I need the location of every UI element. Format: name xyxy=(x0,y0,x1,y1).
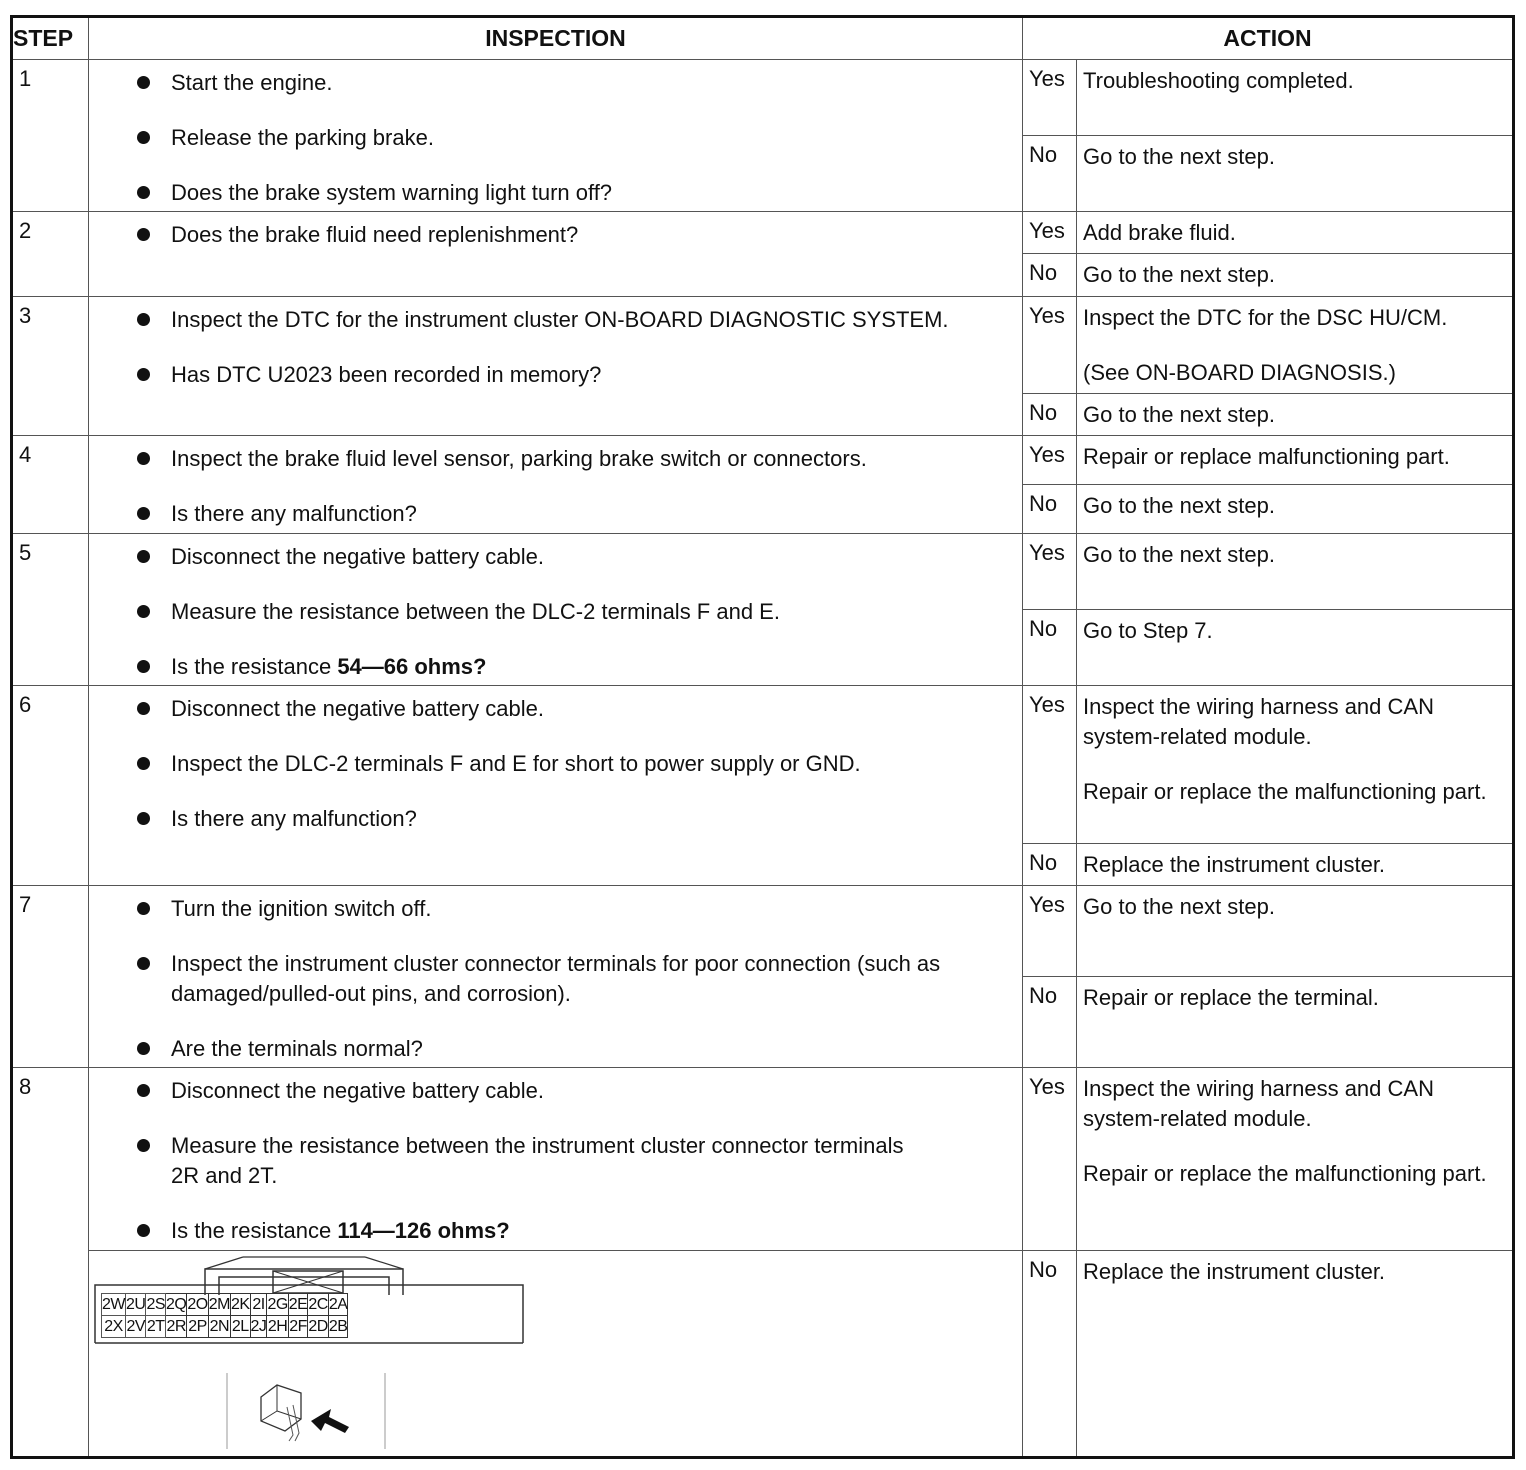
bullet-icon xyxy=(137,1139,150,1152)
action-text: Repair or replace the malfunctioning part. xyxy=(1083,1161,1487,1186)
pin-label: 2V xyxy=(126,1316,146,1338)
inspection-cell xyxy=(89,534,1023,686)
pin-label: 2M xyxy=(208,1294,230,1316)
bullet-icon xyxy=(137,507,150,520)
inspection-item xyxy=(135,178,1012,208)
no-label: No xyxy=(1023,136,1077,212)
no-label: No xyxy=(1023,394,1077,436)
yes-label: Yes xyxy=(1023,1068,1077,1251)
inspection-text xyxy=(171,652,486,682)
pin-label: 2Q xyxy=(166,1294,187,1316)
inspection-text: Are the terminals normal? xyxy=(171,1036,423,1061)
pin-label: 2S xyxy=(146,1294,166,1316)
yes-action xyxy=(1077,436,1514,485)
bullet-icon xyxy=(137,1224,150,1237)
bullet-icon xyxy=(137,228,150,241)
inspection-item xyxy=(135,597,1012,627)
inspection-text: Inspect the DLC-2 terminals F and E for short to power supply or GND. xyxy=(171,751,861,776)
step-number: 4 xyxy=(12,436,89,534)
yes-action xyxy=(1077,686,1514,844)
yes-label: Yes xyxy=(1023,436,1077,485)
inspection-cell xyxy=(89,297,1023,436)
pin-label: 2O xyxy=(187,1294,208,1316)
action-text: Go to the next step. xyxy=(1083,493,1276,518)
yes-action xyxy=(1077,534,1514,610)
yes-label: Yes xyxy=(1023,534,1077,610)
bullet-icon xyxy=(137,757,150,770)
step-row-4-yes xyxy=(12,436,1514,485)
step-row-1-yes xyxy=(12,60,1514,136)
inspection-text: Measure the resistance between the DLC-2 terminals F and E. xyxy=(171,599,780,624)
no-action xyxy=(1077,136,1514,212)
inspection-item xyxy=(135,804,1012,834)
pin-label: 2B xyxy=(328,1316,348,1338)
pin-label: 2R xyxy=(166,1316,187,1338)
action-text: Go to the next step. xyxy=(1083,894,1276,919)
yes-label: Yes xyxy=(1023,60,1077,136)
step-number: 2 xyxy=(12,212,89,297)
inspection-item xyxy=(135,305,1012,335)
pin-label: 2K xyxy=(230,1294,250,1316)
yes-action xyxy=(1077,1068,1514,1251)
no-action xyxy=(1077,610,1514,686)
yes-action xyxy=(1077,297,1514,394)
resistance-spec: 114—126 ohms? xyxy=(337,1218,510,1243)
bullet-icon xyxy=(137,660,150,673)
action-header: ACTION xyxy=(1023,17,1514,60)
inspection-item xyxy=(135,542,1012,572)
inspection-cell xyxy=(89,886,1023,1068)
pin-label: 2T xyxy=(146,1316,166,1338)
no-action xyxy=(1077,394,1514,436)
inspection-text: Does the brake fluid need replenishment? xyxy=(171,222,579,247)
no-label: No xyxy=(1023,844,1077,886)
yes-action xyxy=(1077,212,1514,254)
inspection-text: Does the brake system warning light turn off? xyxy=(171,180,613,205)
inspection-text: Disconnect the negative battery cable. xyxy=(171,696,545,721)
inspection-item xyxy=(135,499,1012,529)
inspection-text: Inspect the DTC for the instrument cluster ON-BOARD DIAGNOSTIC SYSTEM. xyxy=(171,307,949,332)
bullet-icon xyxy=(137,313,150,326)
step-number: 5 xyxy=(12,534,89,686)
action-text: Inspect the wiring harness and CAN system-related module. xyxy=(1083,1076,1434,1131)
no-action xyxy=(1077,254,1514,297)
step-number: 6 xyxy=(12,686,89,886)
pin-label: 2C xyxy=(308,1294,328,1316)
bullet-icon xyxy=(137,76,150,89)
inspection-item xyxy=(135,749,1012,779)
yes-label: Yes xyxy=(1023,686,1077,844)
step-header: STEP xyxy=(12,17,89,60)
bullet-icon xyxy=(137,131,150,144)
step-row-7-yes xyxy=(12,886,1514,977)
inspection-text: Turn the ignition switch off. xyxy=(171,896,432,921)
bullet-icon xyxy=(137,605,150,618)
step-row-5-yes xyxy=(12,534,1514,610)
pin-label: 2F xyxy=(288,1316,308,1338)
troubleshooting-table xyxy=(10,15,1515,1459)
action-text: Add brake fluid. xyxy=(1083,220,1236,245)
no-action xyxy=(1077,844,1514,886)
header-row xyxy=(12,17,1514,60)
inspection-item xyxy=(135,694,1012,724)
pin-label: 2G xyxy=(267,1294,288,1316)
pin-label: 2E xyxy=(288,1294,308,1316)
bullet-icon xyxy=(137,368,150,381)
inspection-text: Disconnect the negative battery cable. xyxy=(171,1078,545,1103)
step-row-8-no xyxy=(12,1251,1514,1458)
inspection-cell xyxy=(89,686,1023,886)
pin-label: 2X xyxy=(102,1316,126,1338)
inspection-cell xyxy=(89,212,1023,297)
bullet-icon xyxy=(137,550,150,563)
action-text: Go to the next step. xyxy=(1083,402,1276,427)
inspection-text: Start the engine. xyxy=(171,70,333,95)
inspection-item xyxy=(135,123,1012,153)
connector-bottom-row xyxy=(102,1316,348,1338)
no-label: No xyxy=(1023,610,1077,686)
no-label: No xyxy=(1023,254,1077,297)
inspection-item xyxy=(135,652,1012,682)
action-text: Replace the instrument cluster. xyxy=(1083,1259,1386,1284)
action-text: Go to the next step. xyxy=(1083,542,1276,567)
bullet-icon xyxy=(137,186,150,199)
inspection-cell xyxy=(89,436,1023,534)
inspection-text: Disconnect the negative battery cable. xyxy=(171,544,545,569)
inspection-text: Inspect the brake fluid level sensor, parking brake switch or connectors. xyxy=(171,446,867,471)
action-text: Go to the next step. xyxy=(1083,262,1276,287)
inspection-text: Is there any malfunction? xyxy=(171,501,417,526)
bullet-icon xyxy=(137,1042,150,1055)
no-action xyxy=(1077,485,1514,534)
bullet-icon xyxy=(137,1084,150,1097)
inspection-item xyxy=(135,894,1012,924)
pin-label: 2W xyxy=(102,1294,126,1316)
pin-label: 2D xyxy=(308,1316,328,1338)
pin-label: 2A xyxy=(328,1294,348,1316)
action-text: Inspect the wiring harness and CAN system-related module. xyxy=(1083,694,1434,749)
action-text: Go to Step 7. xyxy=(1083,618,1213,643)
inspection-text: Release the parking brake. xyxy=(171,125,434,150)
pin-label: 2N xyxy=(208,1316,230,1338)
step-number: 8 xyxy=(12,1068,89,1458)
bullet-icon xyxy=(137,902,150,915)
inspection-item xyxy=(135,360,1012,390)
action-text: Replace the instrument cluster. xyxy=(1083,852,1386,877)
pin-label: 2P xyxy=(187,1316,208,1338)
connector-top-row xyxy=(102,1294,348,1316)
action-text: Repair or replace the malfunctioning part. xyxy=(1083,779,1487,804)
pin-label: 2L xyxy=(230,1316,250,1338)
inspection-item xyxy=(135,1131,1012,1191)
action-text: Go to the next step. xyxy=(1083,144,1276,169)
no-action xyxy=(1077,1251,1514,1458)
yes-action xyxy=(1077,886,1514,977)
step-row-8-yes xyxy=(12,1068,1514,1251)
action-text: (See ON-BOARD DIAGNOSIS.) xyxy=(1083,360,1396,385)
yes-label: Yes xyxy=(1023,297,1077,394)
inspection-text: Measure the resistance between the instrument cluster connector terminals 2R and 2T. xyxy=(171,1133,904,1188)
step-number: 1 xyxy=(12,60,89,212)
bullet-icon xyxy=(137,957,150,970)
no-label: No xyxy=(1023,977,1077,1068)
connector-wiring-svg xyxy=(93,1251,533,1461)
connector-pin-table xyxy=(101,1293,348,1338)
pin-label: 2I xyxy=(250,1294,267,1316)
action-text: Repair or replace malfunctioning part. xyxy=(1083,444,1450,469)
inspection-text: Inspect the instrument cluster connector terminals for poor connection (such as damaged/pulled-out pins, and corrosion). xyxy=(171,951,941,1006)
inspection-item xyxy=(135,1216,1012,1246)
inspection-text: Has DTC U2023 been recorded in memory? xyxy=(171,362,602,387)
inspection-cell xyxy=(89,60,1023,212)
inspection-item xyxy=(135,1076,1012,1106)
action-text: Repair or replace the terminal. xyxy=(1083,985,1379,1010)
inspection-text xyxy=(171,1216,510,1246)
no-label: No xyxy=(1023,485,1077,534)
bullet-icon xyxy=(137,812,150,825)
no-label: No xyxy=(1023,1251,1077,1458)
step-row-2-yes xyxy=(12,212,1514,254)
inspection-item xyxy=(135,444,1012,474)
yes-action xyxy=(1077,60,1514,136)
yes-label: Yes xyxy=(1023,212,1077,254)
inspection-item xyxy=(135,68,1012,98)
pin-label: 2H xyxy=(267,1316,288,1338)
step-number: 7 xyxy=(12,886,89,1068)
inspection-text: Is there any malfunction? xyxy=(171,806,417,831)
inspection-item xyxy=(135,1034,1012,1064)
yes-label: Yes xyxy=(1023,886,1077,977)
inspection-header: INSPECTION xyxy=(89,17,1023,60)
inspection-cell xyxy=(89,1068,1023,1251)
inspection-item xyxy=(135,949,1012,1009)
step-row-3-yes xyxy=(12,297,1514,394)
action-text: Troubleshooting completed. xyxy=(1083,68,1354,93)
step-row-6-yes xyxy=(12,686,1514,844)
pin-label: 2J xyxy=(250,1316,267,1338)
no-action xyxy=(1077,977,1514,1068)
inspection-item xyxy=(135,220,1012,250)
inspection-prefix: Is the resistance xyxy=(171,1218,338,1243)
inspection-prefix: Is the resistance xyxy=(171,654,338,679)
step-number: 3 xyxy=(12,297,89,436)
pin-label: 2U xyxy=(126,1294,146,1316)
bullet-icon xyxy=(137,702,150,715)
bullet-icon xyxy=(137,452,150,465)
connector-diagram-cell xyxy=(89,1251,1023,1458)
resistance-spec: 54—66 ohms? xyxy=(337,654,487,679)
action-text: Inspect the DTC for the DSC HU/CM. xyxy=(1083,305,1448,330)
